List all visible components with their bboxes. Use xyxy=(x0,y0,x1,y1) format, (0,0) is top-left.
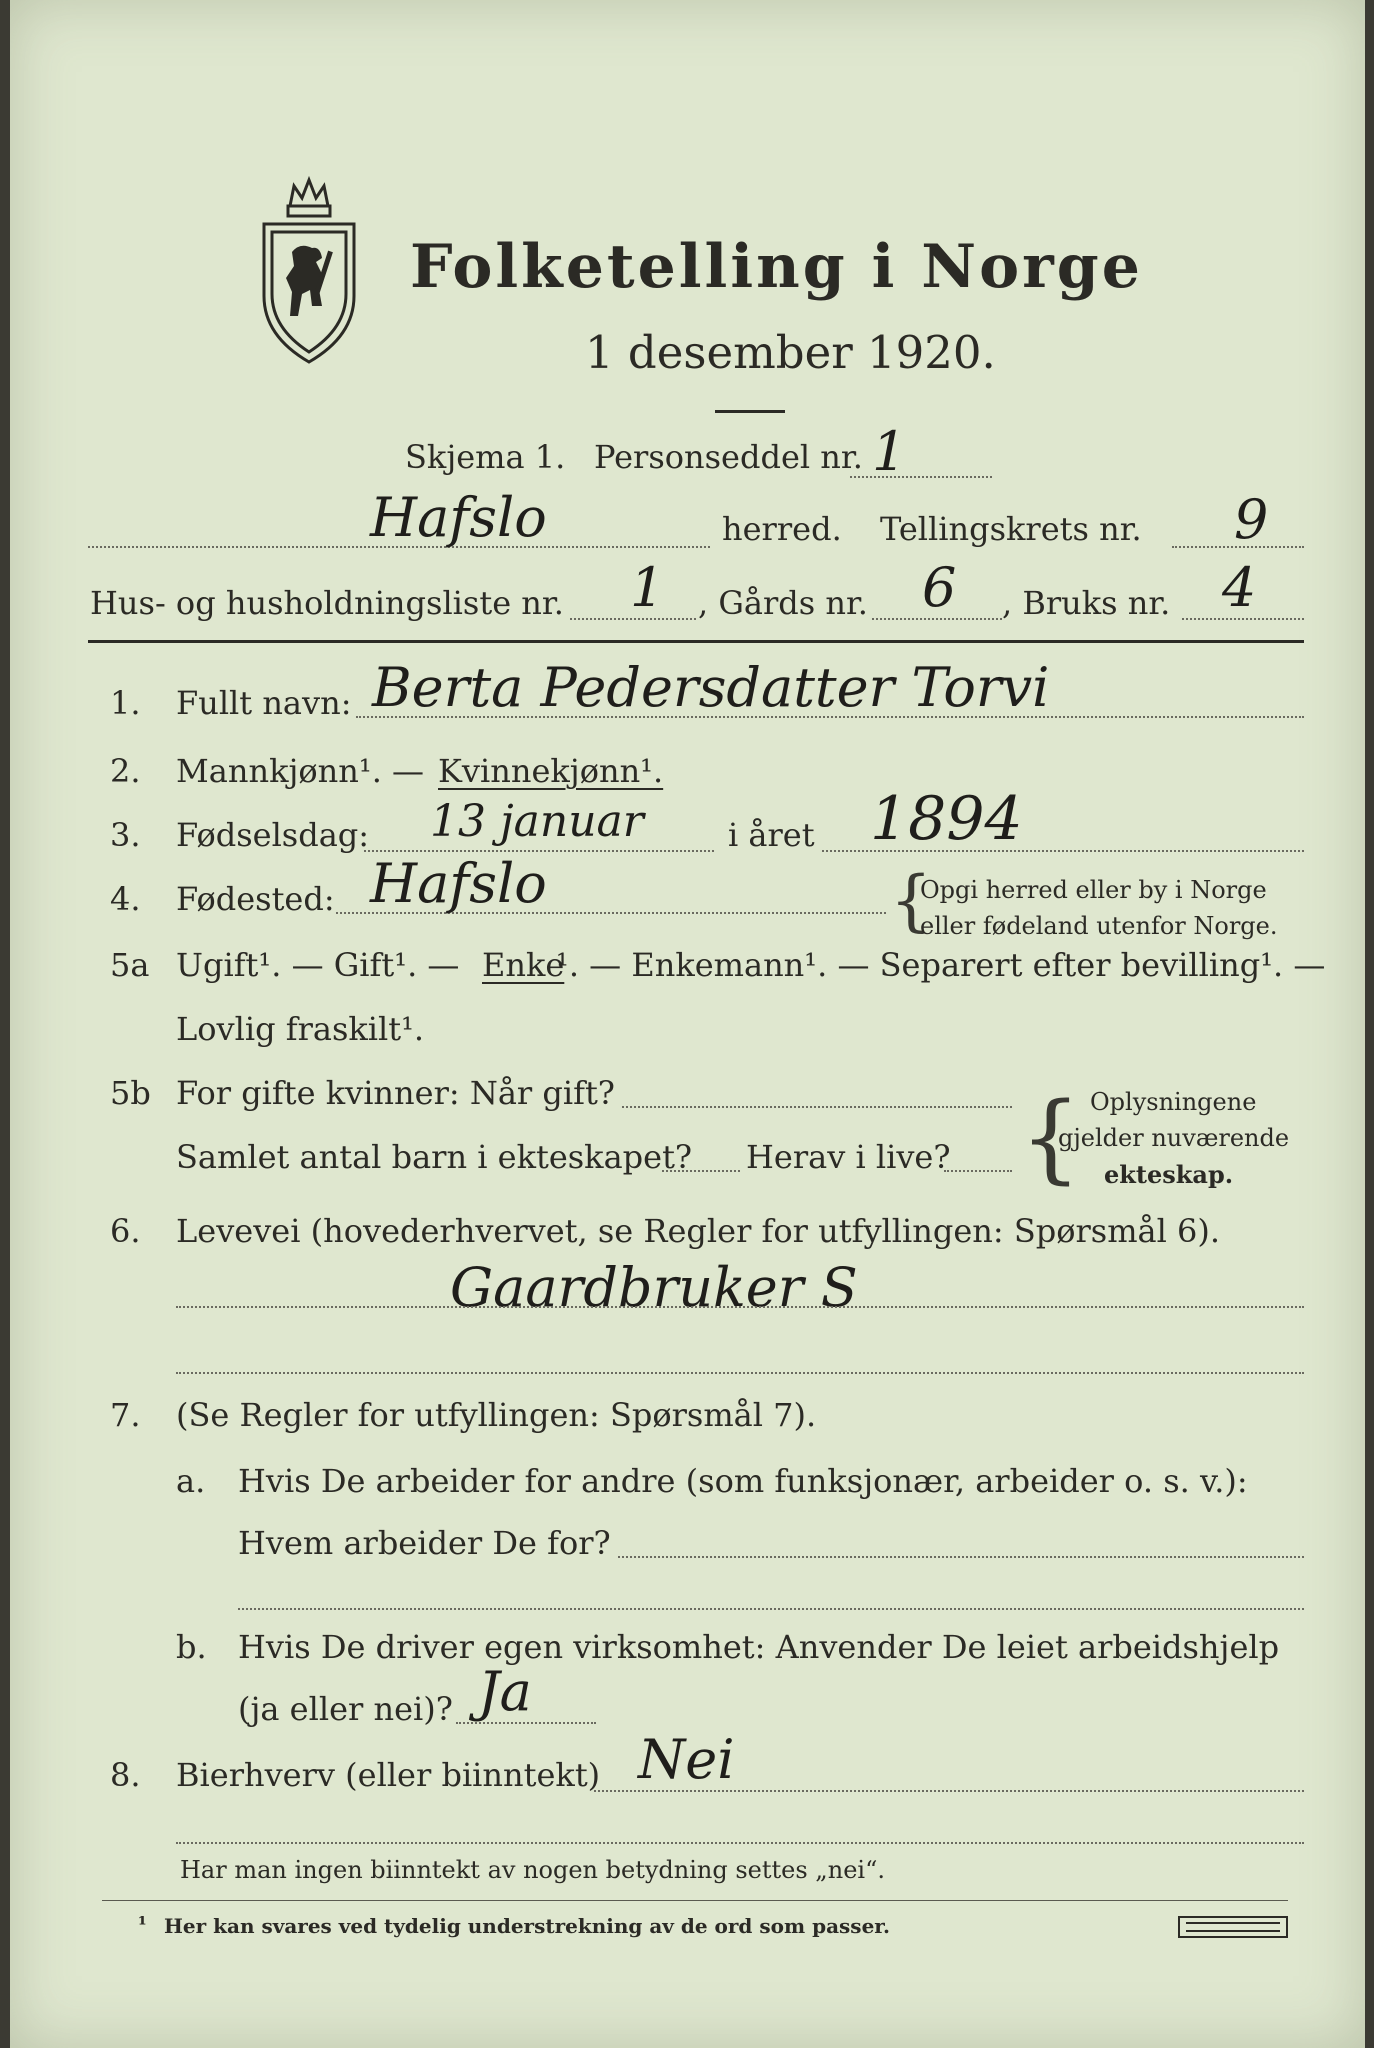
q6-line1 xyxy=(176,1306,1304,1308)
q3-number: 3. xyxy=(110,816,141,854)
q5a-number: 5a xyxy=(110,946,150,984)
q5b-brace: { xyxy=(1020,1082,1082,1194)
q8-line2 xyxy=(176,1842,1304,1844)
q4-note-line2: eller fødeland utenfor Norge. xyxy=(920,912,1278,940)
bruks-value: 4 xyxy=(1222,556,1257,619)
bruks-label: , Bruks nr. xyxy=(1002,584,1171,622)
personseddel-value: 1 xyxy=(872,420,907,483)
q7a-line2 xyxy=(238,1608,1304,1610)
gards-label: , Gårds nr. xyxy=(698,584,868,622)
form-title: Folketelling i Norge xyxy=(410,232,1143,302)
q4-number: 4. xyxy=(110,880,141,918)
tellingskrets-value: 9 xyxy=(1234,488,1269,551)
q5b-note-line3: ekteskap. xyxy=(1104,1160,1234,1189)
q7b-label-line1: Hvis De driver egen virksomhet: Anvender De leiet arbeidshjelp xyxy=(238,1628,1280,1666)
q8-number: 8. xyxy=(110,1756,141,1794)
q7a-line1 xyxy=(618,1556,1304,1558)
census-form-sheet xyxy=(10,0,1365,2048)
q3-birth-year: 1894 xyxy=(870,784,1023,854)
tellingskrets-label: Tellingskrets nr. xyxy=(880,510,1142,548)
printer-stamp-icon xyxy=(1178,1916,1288,1938)
herred-value: Hafslo xyxy=(370,486,547,549)
q5a-lovlig-fraskilt: Lovlig fraskilt¹. xyxy=(176,1010,425,1048)
census-date: 1 desember 1920. xyxy=(585,326,996,379)
q7b-letter: b. xyxy=(176,1628,207,1666)
q5b-alive-line xyxy=(944,1170,1012,1172)
personseddel-label: Personseddel nr. xyxy=(594,438,863,476)
footer-divider xyxy=(102,1900,1288,1901)
q3-label: Fødselsdag: xyxy=(176,816,370,854)
q7b-label-line2: (ja eller nei)? xyxy=(238,1690,453,1728)
q4-label: Fødested: xyxy=(176,880,335,918)
q4-brace: { xyxy=(890,862,932,939)
q7b-answer: Ja xyxy=(478,1660,532,1723)
q3-year-label: i året xyxy=(728,816,815,854)
q6-label: Levevei (hovederhvervet, se Regler for utfyllingen: Spørsmål 6). xyxy=(176,1212,1221,1250)
q5b-married-when-line xyxy=(622,1106,1012,1108)
husholdningsliste-value: 1 xyxy=(630,556,665,619)
q6-line2 xyxy=(176,1372,1304,1374)
q1-full-name: Berta Pedersdatter Torvi xyxy=(372,656,1050,719)
title-divider xyxy=(715,410,785,413)
q6-number: 6. xyxy=(110,1212,141,1250)
q5b-note-line2: gjelder nuværende xyxy=(1058,1124,1290,1152)
q5b-married-when-label: For gifte kvinner: Når gift? xyxy=(176,1074,615,1112)
q3-birthdate: 13 januar xyxy=(430,796,644,847)
q8-label: Bierhverv (eller biinntekt) xyxy=(176,1756,601,1794)
q8-answer: Nei xyxy=(638,1728,735,1791)
footnote-text: Her kan svares ved tydelig understrekning av de ord som passer. xyxy=(164,1914,890,1938)
q5a-remaining-options: ¹. — Enkemann¹. — Separert efter bevilling¹. — xyxy=(556,946,1326,984)
q7a-label-line2: Hvem arbeider De for? xyxy=(238,1524,611,1562)
q2-male-option: Mannkjønn¹. — xyxy=(176,752,425,790)
q5b-number: 5b xyxy=(110,1074,151,1112)
gards-value: 6 xyxy=(922,556,957,619)
q1-number: 1. xyxy=(110,684,141,722)
q5b-children-label: Samlet antal barn i ekteskapet? xyxy=(176,1138,693,1176)
q5a-enke-option: Enke xyxy=(482,946,565,984)
coat-of-arms-icon xyxy=(250,166,368,366)
q4-birthplace: Hafslo xyxy=(370,852,547,915)
q2-female-option: Kvinnekjønn¹. xyxy=(438,752,664,790)
skjema-label: Skjema 1. xyxy=(405,438,566,476)
q5b-children-line xyxy=(662,1170,740,1172)
q7a-letter: a. xyxy=(176,1462,206,1500)
q6-occupation: Gaardbruker S xyxy=(450,1256,858,1319)
q7-number: 7. xyxy=(110,1396,141,1434)
header-divider xyxy=(88,640,1304,643)
q7-label: (Se Regler for utfyllingen: Spørsmål 7). xyxy=(176,1396,817,1434)
q5b-alive-label: Herav i live? xyxy=(746,1138,951,1176)
q5b-note-line1: Oplysningene xyxy=(1090,1088,1257,1116)
q2-number: 2. xyxy=(110,752,141,790)
biinntekt-note: Har man ingen biinntekt av nogen betydning settes „nei“. xyxy=(180,1856,885,1884)
q5a-ugift-gift-options: Ugift¹. — Gift¹. — xyxy=(176,946,460,984)
footnote-mark: ¹ xyxy=(138,1912,147,1936)
q1-label: Fullt navn: xyxy=(176,684,352,722)
q7a-label-line1: Hvis De arbeider for andre (som funksjonær, arbeider o. s. v.): xyxy=(238,1462,1248,1500)
husholdningsliste-label: Hus- og husholdningsliste nr. xyxy=(90,584,564,622)
q4-note-line1: Opgi herred eller by i Norge xyxy=(920,876,1267,904)
herred-label: herred. xyxy=(722,510,842,548)
